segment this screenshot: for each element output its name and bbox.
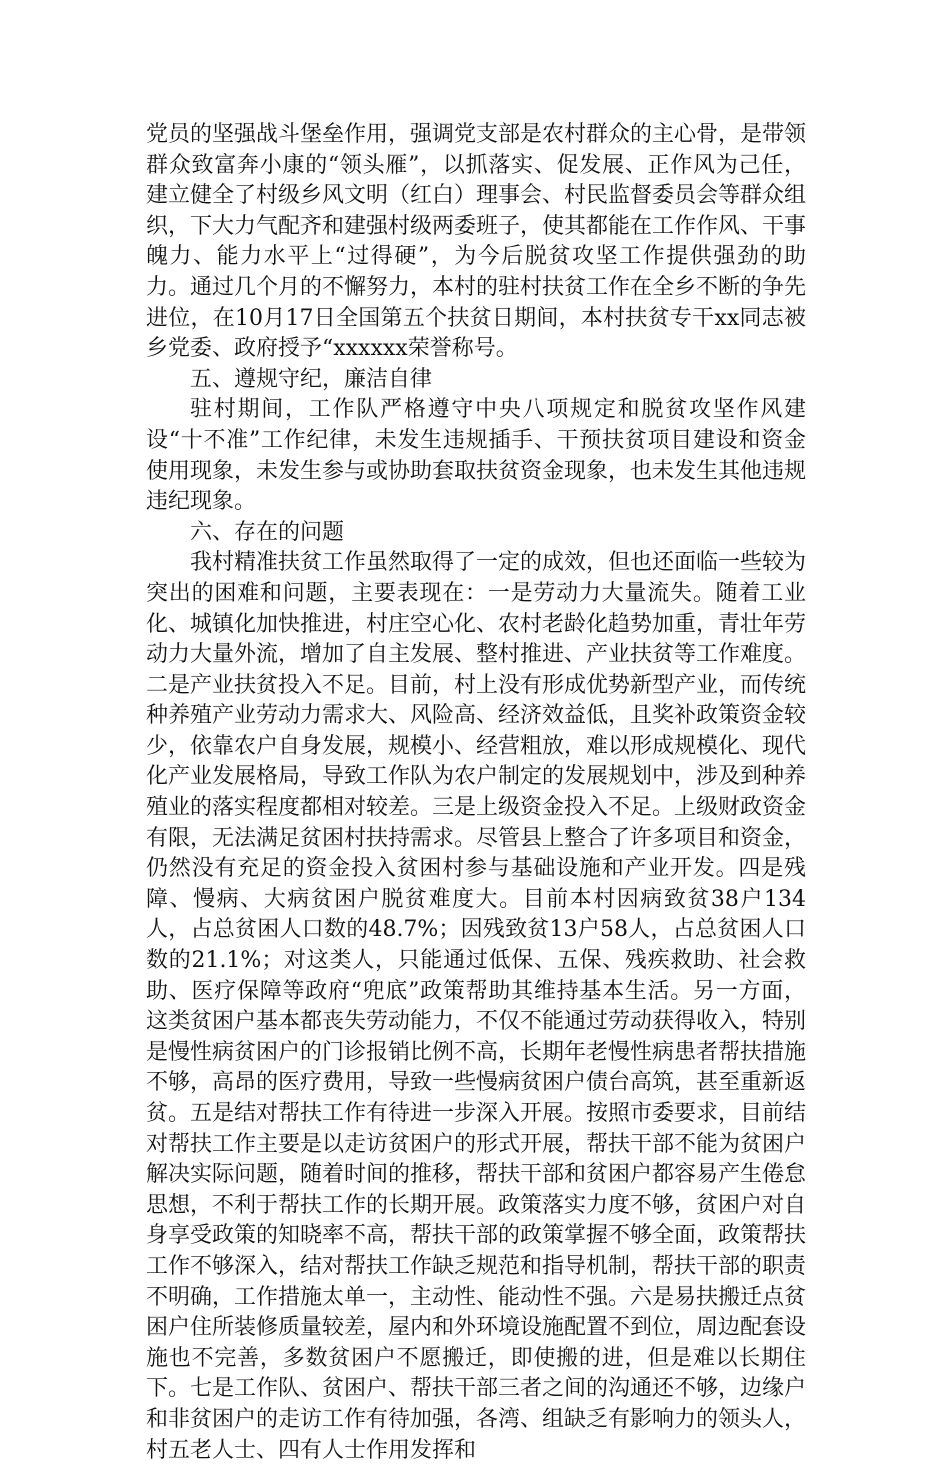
paragraph-problems: 我村精准扶贫工作虽然取得了一定的成效，但也还面临一些较为突出的困难和问题，主要表现在：一是劳动力大量流失。随着工业化、城镇化加快推进，村庄空心化、农村老龄化趋势加重，青壮年劳动力大量外流，增加了自主发展、整村推进、产业扶贫等工作难度。二是产业扶贫投入不足。目前，村上没有形成优势新型产业，而传统种养殖产业劳动力需求大、风险高、经济效益低，且奖补政策资金较少，依靠农户自身发展，规模小、经营粗放，难以形成规模化、现代化产业发展格局，导致工作队为农户制定的发展规划中，涉及到种养殖业的落实程度都相对较差。三是上级资金投入不足。上级财政资金有限，无法满足贫困村扶持需求。尽管县上整合了许多项目和资金，仍然没有充足的资金投入贫困村参与基础设施和产业开发。四是残障、慢病、大病贫困户脱贫难度大。目前本村因病致贫38户134人，占总贫困人口数的48.7%；因残致贫13户58人，占总贫困人口数的21.1%；对这类人，只能通过低保、五保、残疾救助、社会救助、医疗保障等政府“兜底”政策帮助其维持基本生活。另一方面，这类贫困户基本都丧失劳动能力，不仅不能通过劳动获得收入，特别是慢性病贫困户的门诊报销比例不高，长期年老慢性病患者帮扶措施不够，高昂的医疗费用，导致一些慢病贫困户债台高筑，甚至重新返贫。五是结对帮扶工作有待进一步深入开展。按照市委要求，目前结对帮扶工作主要是以走访贫困户的形式开展，帮扶干部不能为贫困户解决实际问题，随着时间的推移，帮扶干部和贫困户都容易产生倦怠思想，不利于帮扶工作的长期开展。政策落实力度不够，贫困户对自身享受政策的知晓率不高，帮扶干部的政策掌握不够全面，政策帮扶工作不够深入，结对帮扶工作缺乏规范和指导机制，帮扶干部的职责不明确，工作措施太单一，主动性、能动性不强。六是易扶搬迁点贫困户住所装修质量较差，屋内和外环境设施配置不到位，周边配套设施也不完善，多数贫困户不愿搬迁，即使搬的进，但是难以长期住下。七是工作队、贫困户、帮扶干部三者之间的沟通还不够，边缘户和非贫困户的走访工作有待加强，各湾、组缺乏有影响力的领头人，村五老人士、四有人士作用发挥和 xyxy=(146,550,807,1463)
paragraph-continued: 党员的坚强战斗堡垒作用，强调党支部是农村群众的主心骨，是带领群众致富奔小康的“领头雁”，以抓落实、促发展、正作风为己任，建立健全了村级乡风文明（红白）理事会、村民监督委员会等群众组织，下大力气配齐和建强村级两委班子，使其都能在工作作风、干事魄力、能力水平上“过得硬”，为今后脱贫攻坚工作提供强劲的助力。通过几个月的不懈努力，本村的驻村扶贫工作在全乡不断的争先进位，在10月17日全国第五个扶贫日期间，本村扶贫专干xx同志被乡党委、政府授予“xxxxxx荣誉称号。 xyxy=(146,122,807,362)
section-heading-five: 五、遵规守纪，廉洁自律 xyxy=(190,366,433,392)
section-heading-six: 六、存在的问题 xyxy=(190,519,345,545)
document-page xyxy=(146,120,806,1466)
paragraph-discipline: 驻村期间，工作队严格遵守中央八项规定和脱贫攻坚作风建设“十不准”工作纪律，未发生违规插手、干预扶贫项目建设和资金使用现象，未发生参与或协助套取扶贫资金现象，也未发生其他违规违纪现象。 xyxy=(146,397,807,515)
